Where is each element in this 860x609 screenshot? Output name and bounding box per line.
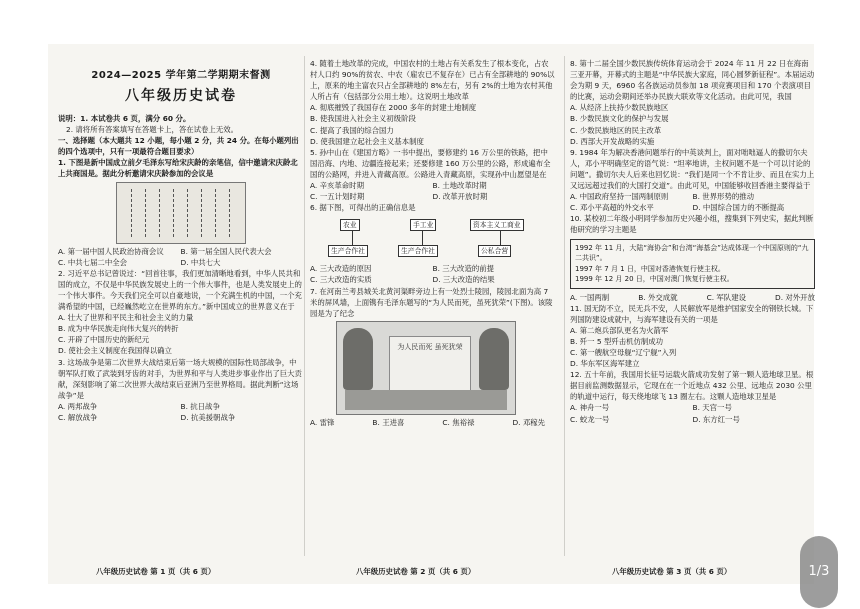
q4-option-b: B. 使我国进入社会主义初级阶段 — [310, 114, 416, 124]
q10-option-a: A. 一国两制 — [570, 292, 610, 302]
column-2 — [310, 58, 555, 428]
q5-option-c: C. 一五计划时期 — [310, 192, 365, 202]
monument-inscription: 为人民而死 虽死犹荣 — [389, 336, 471, 402]
q10-material-line-3: 1999 年 12 月 20 日，中国对澳门恢复行使主权。 — [575, 275, 734, 283]
diagram-arrow — [352, 231, 353, 245]
q11-option-b: B. 歼一 5 型歼击机仿制成功 — [570, 336, 664, 346]
q2-option-b: B. 成为中华民族走向伟大复兴的转折 — [58, 324, 179, 334]
q9-option-c: C. 邓小平高超的外交水平 — [570, 203, 654, 213]
page-indicator-badge[interactable]: 1/3 — [800, 536, 838, 608]
notes-line-2: 2. 请将所有答案填写在答题卡上，答在试卷上无效。 — [66, 125, 238, 135]
q3-stem: 3. 这场战争是第二次世界大战结束后第一场大规模的国际性局部战争，中朝军队打败了武装到牙齿的对手，为世界和平与人类进步事业作出了巨大贡献，深刻影响了第二次世界大战结束后亚洲乃至世界格局。据此判断“这场战争”是 — [58, 357, 302, 400]
q3-options — [58, 401, 303, 423]
q7-stem: 7. 在河南兰考县城关北黄河渠畔旁边上有一处烈士陵园，陵园北面为高 7 米的屏风墙，上面镌有毛泽东题写的“为人民而死，虽死犹荣”(下图)。该陵园是为了纪念 — [310, 286, 553, 318]
diagram-box-cooperative: 生产合作社 — [398, 245, 438, 257]
q3-option-b: B. 抗日战争 — [180, 401, 220, 411]
q7-option-d: D. 邓稼先 — [512, 417, 545, 427]
q3-option-a: A. 两邦战争 — [58, 401, 98, 411]
q10-material-line-2: 1997 年 7 月 1 日，中国对香港恢复行使主权。 — [575, 264, 725, 273]
page-footer-1: 八年级历史试卷 第 1 页（共 6 页） — [96, 567, 216, 576]
q4-option-d: D. 使我国建立起社会主义基本制度 — [310, 136, 424, 146]
q6-options — [310, 263, 555, 285]
q7-options — [310, 417, 555, 428]
q5-options — [310, 180, 555, 202]
q5-option-b: B. 土地改革时期 — [432, 181, 487, 191]
handwritten-letter-image — [116, 182, 246, 244]
notes-label: 说明： — [58, 114, 81, 123]
q1-option-d: D. 中共七大 — [180, 257, 221, 267]
q2-option-a: A. 壮大了世界和平民主和社会主义的力量 — [58, 313, 194, 323]
q9-option-b: B. 世界形势的推动 — [692, 192, 755, 202]
diagram-arrow — [500, 231, 501, 245]
q7-option-a: A. 雷锋 — [310, 417, 335, 427]
q10-material-line-1: 1992 年 11 月，大陆“海协会”和台湾“海基会”达成体现一个中国原则的“九二共识”。 — [575, 243, 809, 262]
q12-stem: 12. 五十年前，我国用长征号运载火箭成功发射了第一颗人造地球卫星。根据目前监测数据显示，它现在在一个近地点 432 公里、远地点 2030 公里的轨道中运行，每天绕地球飞 13 圈左右。这颗人造地球卫星是 — [570, 370, 814, 402]
q9-option-d: D. 中国综合国力的不断提高 — [692, 203, 785, 213]
q1-stem: 1. 下图是新中国成立前夕毛泽东写给宋庆龄的亲笔信，信中邀请宋庆龄北上共商国是。据此分析邀请宋庆龄参加的会议是 — [58, 158, 298, 179]
diagram-box-joint-ownership: 公私合营 — [478, 245, 511, 257]
page-footer-3: 八年级历史试卷 第 3 页（共 6 页） — [612, 567, 732, 576]
q12-option-b: B. 天宫一号 — [692, 403, 732, 413]
section-title: 一、选择题（本大题共 12 小题，每小题 2 分，共 24 分。在每小题列出的四个选项中，只有一项最符合题目要求） — [58, 136, 299, 157]
diagram-box-handicraft: 手工业 — [410, 219, 436, 231]
q10-option-b: B. 外交成就 — [638, 292, 678, 302]
q6-option-a: A. 三大改造的原因 — [310, 264, 372, 274]
q9-stem: 9. 1984 年为解决香港问题举行的中英谈判上，面对咄咄逼人的撒切尔夫人，邓小平明确坚定的语气说：“坦率地讲，主权问题不是一个可以讨论的问题”。撒切尔夫人后来也回忆说：“我们是同一个不肯让步、而且在实力上又远远超过我们的大国打交道”。由此可见，中国能够收回香港主要得益于 — [570, 147, 815, 191]
q2-option-d: D. 使社会主义制度在我国得以确立 — [58, 346, 172, 356]
q12-options — [570, 402, 815, 424]
q11-option-a: A. 第二炮兵部队更名为火箭军 — [570, 325, 669, 335]
q5-option-a: A. 辛亥革命时期 — [310, 181, 364, 191]
q8-option-d: D. 西部大开发战略的实施 — [570, 136, 655, 146]
q1-options — [58, 246, 303, 268]
q11-option-d: D. 华东军区海军建立 — [570, 359, 640, 369]
q6-option-b: B. 三大改造的前提 — [432, 264, 495, 274]
q4-option-a: A. 彻底摧毁了我国存在 2000 多年的封建土地制度 — [310, 103, 477, 113]
notes-line-1: 1. 本试卷共 6 页，满分 60 分。 — [80, 114, 191, 123]
subject-title: 八年级历史试卷 — [125, 88, 237, 104]
q2-stem: 2. 习近平总书记曾说过：“回首往事，我们更加清晰地看到，中华人民共和国的成立，不仅是中华民族发展史上的一个伟大事件，也是人类发展史上的一个伟大事件。今天我们完全可以自豪地说，一个充满生机的中国，一个充满希望的中国，已经巍然屹立在世界的东方。”新中国成立的世界意义在于 — [58, 268, 302, 312]
q4-option-c: C. 提高了我国的综合国力 — [310, 125, 394, 135]
q1-option-a: A. 第一届中国人民政治协商会议 — [58, 246, 164, 256]
column-divider — [304, 56, 305, 556]
q9-option-a: A. 中国政府坚持一国两制原则 — [570, 192, 669, 202]
column-divider — [564, 56, 565, 556]
q10-options — [570, 292, 815, 303]
diagram-box-cooperative: 生产合作社 — [328, 245, 368, 257]
q6-stem: 6. 据下图，可得出的正确信息是 — [310, 203, 416, 213]
q12-option-a: A. 神舟一号 — [570, 403, 610, 413]
q10-option-c: C. 军队建设 — [706, 292, 746, 302]
q11-stem: 11. 国无防不立，民无兵不安，人民解放军是维护国家安全的钢铁长城。下列国防建设成就中，与海军建设有关的一项是 — [570, 303, 814, 324]
memorial-monument-image — [336, 321, 516, 415]
q2-option-c: C. 开辟了中国历史的新纪元 — [58, 335, 150, 345]
q10-material-box — [570, 239, 815, 289]
q10-stem: 10. 某校初二年级小明同学参加历史兴趣小组，搜集到下列史实，据此判断他研究的学习主题是 — [570, 214, 814, 235]
q12-option-c: C. 蛟龙一号 — [570, 414, 610, 424]
q11-option-c: C. 第一艘航空母舰“辽宁舰”入列 — [570, 347, 677, 357]
diagram-arrow — [422, 231, 423, 245]
q5-stem: 5. 孙中山在《建国方略》一书中提出，要修建约 16 万公里的铁路，把中国沿海、内地、边疆连接起来；还要修建 160 万公里的公路，形成遍布全国的公路网，并进入青藏高原。公路进入青藏高原，实现孙中山愿望是在 — [310, 147, 551, 179]
q10-option-d: D. 对外开放 — [775, 292, 815, 302]
q5-option-d: D. 改革开放时期 — [432, 192, 488, 202]
page-footer-2: 八年级历史试卷 第 2 页（共 6 页） — [356, 567, 476, 576]
q8-option-a: A. 从经济上扶持少数民族地区 — [570, 103, 669, 113]
q7-option-c: C. 焦裕禄 — [442, 417, 475, 427]
q1-option-b: B. 第一届全国人民代表大会 — [180, 246, 272, 256]
q6-option-d: D. 三大改造的结果 — [432, 275, 495, 285]
column-1 — [58, 113, 303, 423]
q6-option-c: C. 三大改造的实质 — [310, 275, 372, 285]
q3-option-d: D. 抗美援朝战争 — [180, 412, 236, 422]
q7-option-b: B. 王进喜 — [372, 417, 405, 427]
q4-stem: 4. 随着土地改革的完成，中国农村的土地占有关系发生了根本变化，占农村人口约 90%的贫农、中农（雇农已不复存在）已占有全部耕地的 90%以上，原来的地主富农只占全部耕地的 8%左右，另有 2%的土地为农村其他人所占有（包括部分公用土地）。这说明土地改革 — [310, 59, 555, 102]
q8-option-b: B. 少数民族文化的保护与发展 — [570, 114, 669, 124]
q3-option-c: C. 解放战争 — [58, 412, 98, 422]
column-3 — [570, 58, 815, 425]
q8-stem: 8. 第十二届全国少数民族传统体育运动会于 2024 年 11 月 22 日在海南三亚开幕，开幕式的主题是“中华民族大家庭，同心圆梦新征程”。本届运动会为期 9 天，6960 名各族运动员参加 18 项竞赛项目和 170 个表演项目的比赛，运动会期间还举办民族大联欢等文化活动。由此可见，我国 — [570, 59, 815, 102]
q12-option-d: D. 东方红一号 — [692, 414, 740, 424]
diagram-box-capitalist-industry: 资本主义工商业 — [470, 219, 524, 231]
q9-options — [570, 191, 815, 213]
socialist-transformation-diagram — [310, 217, 555, 261]
q1-option-c: C. 中共七届二中全会 — [58, 257, 127, 267]
diagram-box-agriculture: 农业 — [340, 219, 360, 231]
exam-year-title: 2024—2025 学年第二学期期末督测 — [91, 70, 271, 81]
q8-option-c: C. 少数民族地区的民主改革 — [570, 125, 662, 135]
